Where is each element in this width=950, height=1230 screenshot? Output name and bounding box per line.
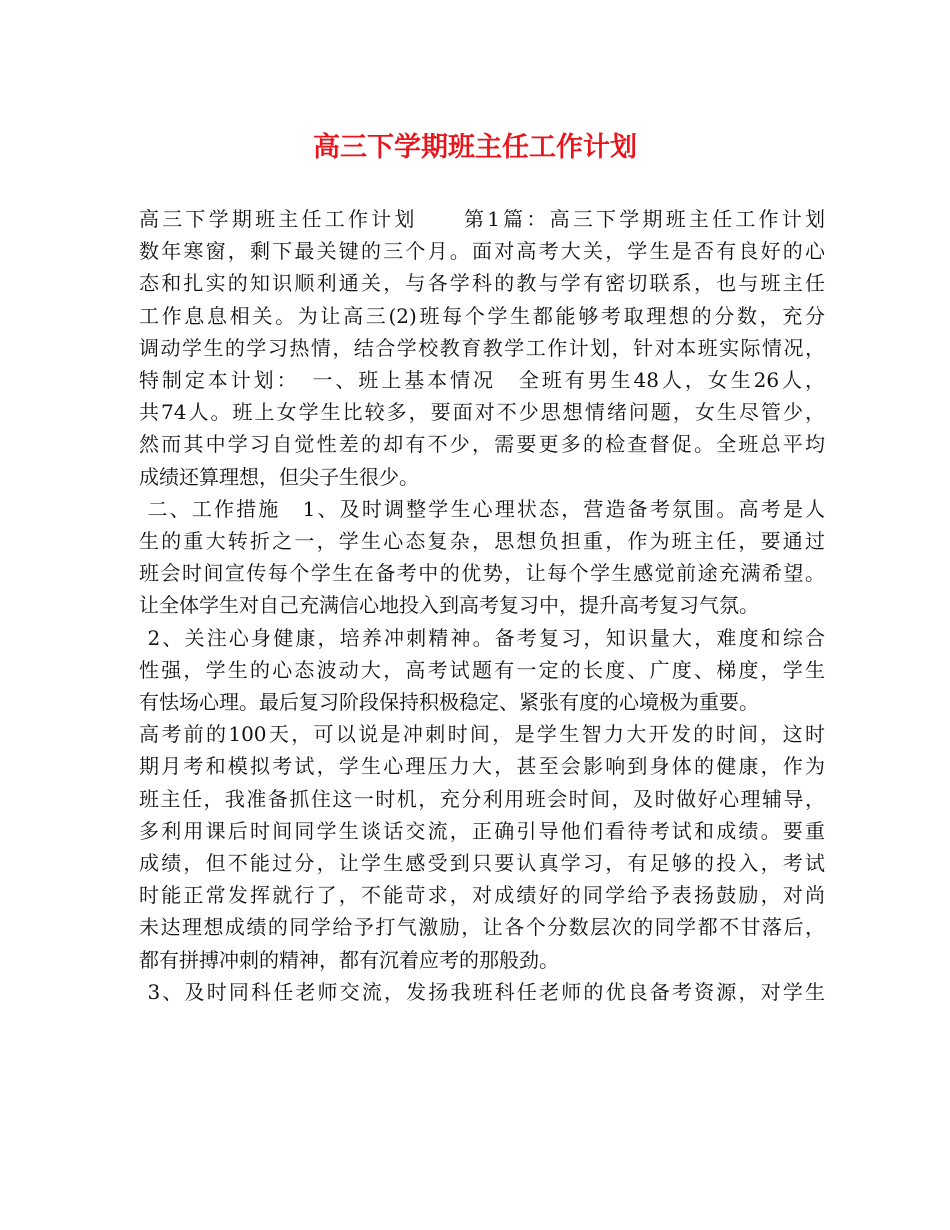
body-line: 调动学生的学习热情，结合学校教育教学工作计划，针对本班实际情况， [139, 335, 825, 360]
document-title: 高三下学期班主任工作计划 [313, 132, 637, 163]
document-body [139, 203, 825, 1008]
body-line: 3、及时同科任老师交流，发扬我班科任老师的优良备考资源，对学生 [139, 979, 825, 1004]
body-line: 高考前的100天，可以说是冲刺时间，是学生智力大开发的时间，这时 [139, 722, 825, 747]
body-line: 特制定本计划： 一、班上基本情况 全班有男生48人，女生26人， [139, 368, 825, 393]
body-line: 高三下学期班主任工作计划 第1篇：高三下学期班主任工作计划 [139, 207, 825, 231]
body-line: 让全体学生对自己充满信心地投入到高考复习中，提升高考复习气氛。 [139, 593, 759, 618]
body-line: 时能正常发挥就行了，不能苛求，对成绩好的同学给予表扬鼓励，对尚 [139, 883, 825, 908]
body-line: 性强，学生的心态波动大，高考试题有一定的长度、广度、梯度，学生 [139, 657, 825, 682]
body-line: 成绩，但不能过分，让学生感受到只要认真学习，有足够的投入，考试 [139, 851, 825, 876]
body-line: 未达理想成绩的同学给予打气激励，让各个分数层次的同学都不甘落后， [139, 915, 825, 940]
body-line: 数年寒窗，剩下最关键的三个月。面对高考大关，学生是否有良好的心 [139, 239, 825, 264]
body-line: 班会时间宣传每个学生在备考中的优势，让每个学生感觉前途充满希望。 [139, 561, 825, 586]
body-line: 班主任，我准备抓住这一时机，充分利用班会时间，及时做好心理辅导， [139, 786, 825, 811]
body-line: 二、工作措施 1、及时调整学生心理状态，营造备考氛围。高考是人 [139, 496, 825, 521]
body-line: 工作息息相关。为让高三(2)班每个学生都能够考取理想的分数，充分 [139, 303, 825, 328]
body-line: 共74人。班上女学生比较多，要面对不少思想情绪问题，女生尽管少， [139, 400, 825, 425]
body-line: 然而其中学习自觉性差的却有不少，需要更多的检查督促。全班总平均 [139, 432, 825, 457]
body-line: 都有拼搏冲刺的精神，都有沉着应考的那般劲。 [139, 947, 559, 972]
body-line: 有怯场心理。最后复习阶段保持积极稳定、紧张有度的心境极为重要。 [139, 690, 759, 715]
body-line: 期月考和模拟考试，学生心理压力大，甚至会影响到身体的健康，作为 [139, 754, 825, 779]
body-line: 态和扎实的知识顺利通关，与各学科的教与学有密切联系，也与班主任 [139, 271, 825, 296]
body-line: 生的重大转折之一，学生心态复杂，思想负担重，作为班主任，要通过 [139, 529, 825, 554]
body-line: 多利用课后时间同学生谈话交流，正确引导他们看待考试和成绩。要重 [139, 818, 825, 843]
body-line: 2、关注心身健康，培养冲刺精神。备考复习，知识量大，难度和综合 [139, 625, 825, 650]
body-line: 成绩还算理想，但尖子生很少。 [139, 464, 419, 489]
